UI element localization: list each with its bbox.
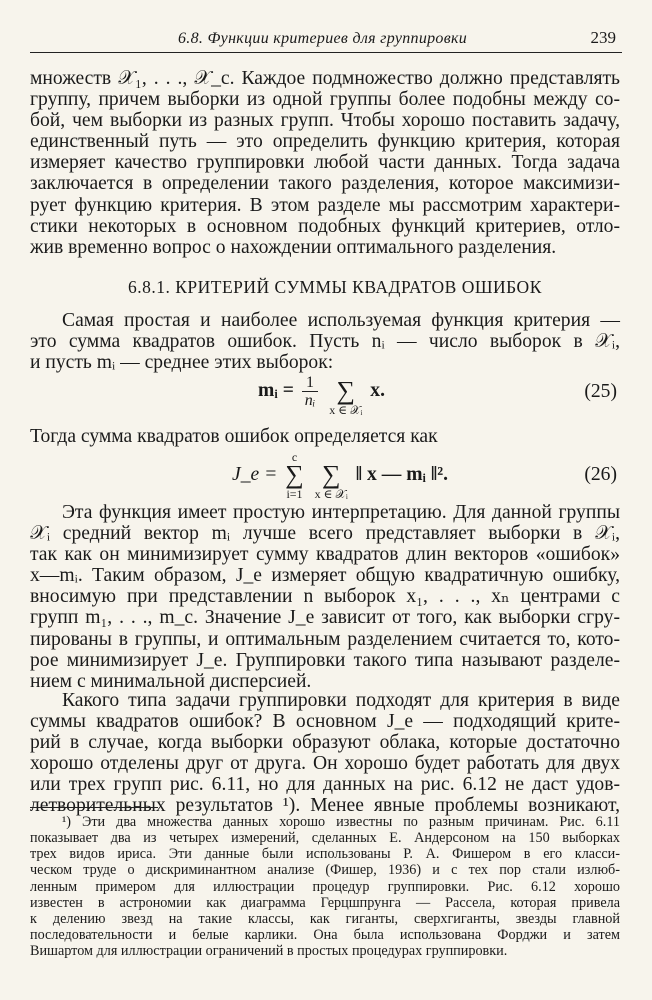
footnote-line: известен в астрономии как диаграмма Герцшпрунга — Рассела, которая привела xyxy=(30,894,620,911)
footnote-line: трех видов ириса. Эти данные были использованы Р. А. Фишером в его класси- xyxy=(30,846,620,863)
footnote-line: ленным примером для иллюстрации процедур группировки. Рис. 6.12 хорошо xyxy=(30,878,620,895)
footnote-rule xyxy=(30,807,158,808)
eq26-body: ‖ x — mᵢ ‖². xyxy=(355,464,449,485)
footnote-line: ¹) Эти два множества данных хорошо известны по разным причинам. Рис. 6.11 xyxy=(62,814,620,830)
footnote-line: Вишартом для иллюстрации ограничений в простых процедурах группировки. xyxy=(30,943,508,960)
text-line: нием с минимальной дисперсией. xyxy=(30,670,312,692)
paragraph-suitability xyxy=(30,690,620,817)
footnote-line: ческом труде о дискриминантном анализе (Фишер, 1936) и с тех пор стали излюб- xyxy=(30,862,620,879)
eq26-sum1-top: c xyxy=(291,450,298,464)
text-line: и пусть mᵢ — среднее этих выборок: xyxy=(30,352,334,374)
eq26-sum1-bot: i=1 xyxy=(286,487,303,501)
text-line: жив временно вопрос о нахождении оптимального разделения. xyxy=(30,236,557,258)
text-line: Какого типа задачи группировки подходят для критерия в виде xyxy=(62,690,620,711)
footnote-line: к делению звезд на такие классы, как гиганты, сверхгиганты, звезды главной xyxy=(30,910,620,927)
page-number: 239 xyxy=(590,28,616,47)
paragraph-sum-intro xyxy=(30,426,620,447)
equation-number-25: (25) xyxy=(584,381,617,402)
text-line: 𝒳ᵢ средний вектор mᵢ лучше всего представляет выборки в 𝒳ᵢ, xyxy=(30,523,620,545)
text-line: стики некоторых в основном подобных функций критериев, отло- xyxy=(30,215,620,237)
text-line: бой, чем выборки из разных групп. Чтобы хорошо поставить задачу, xyxy=(30,110,620,132)
text-line: вносимую при представлении n выборок x₁, . . ., xₙ центрами c xyxy=(30,586,620,608)
eq25-sum-sub: x ∈ 𝒳ᵢ xyxy=(329,403,363,417)
text-line: единственный путь — это определить функцию критерия, которая xyxy=(30,131,620,153)
text-line: рует функцию критерия. В этом разделе мы рассмотрим характери- xyxy=(30,194,620,216)
footnote-line: показывает два из четырех измерений, сделанных Е. Андерсоном на 150 выборках xyxy=(30,830,620,847)
text-line: заключается в определении такого разделения, которое максимизи- xyxy=(30,173,620,195)
text-line: рий в случае, когда выборки образуют облака, которые достаточно xyxy=(30,732,620,754)
text-line: x—mᵢ. Таким образом, J_e измеряет общую квадратичную ошибку, xyxy=(30,565,620,587)
equation-26 xyxy=(232,450,448,501)
running-head: 6.8. Функции критериев для группировки xyxy=(178,30,468,47)
text-line: группу, причем выборки из одной группы более подобны между со- xyxy=(30,89,620,111)
paragraph-intro xyxy=(30,68,620,258)
eq25-fraction xyxy=(302,374,319,409)
eq26-lhs: J_e = xyxy=(232,464,278,485)
text-line: Тогда сумма квадратов ошибок определяется как xyxy=(30,426,438,447)
text-line: групп m₁, . . ., m_c. Значение J_e зависит от того, как выборки сгру- xyxy=(30,607,620,629)
text-line: множеств 𝒳₁, . . ., 𝒳_c. Каждое подмножество должно представлять xyxy=(30,68,620,89)
text-line: Эта функция имеет простую интерпретацию. Для данной группы xyxy=(62,502,620,523)
section-title: 6.8.1. КРИТЕРИЙ СУММЫ КВАДРАТОВ ОШИБОК xyxy=(128,277,542,297)
text-line: это сумма квадратов ошибок. Пусть nᵢ — число выборок в 𝒳ᵢ, xyxy=(30,331,620,353)
sigma-icon: ∑ xyxy=(321,460,341,489)
text-line: рое минимизирует J_e. Группировки такого типа называют разделе- xyxy=(30,649,620,671)
text-line: или трех групп рис. 6.11, но для данных на рис. 6.12 не даст удов- xyxy=(30,774,620,796)
page-header xyxy=(30,26,622,53)
sigma-icon: ∑ xyxy=(285,460,304,489)
eq26-sum-outer xyxy=(285,450,304,501)
equation-25 xyxy=(258,366,385,417)
eq25-frac-num: 1 xyxy=(302,374,319,392)
footnote xyxy=(30,814,620,959)
text-line: хорошо отделены друг от друга. Он хорошо будет работать для двух xyxy=(30,753,620,775)
eq25-frac-den: nᵢ xyxy=(304,392,316,409)
footnote-line: последовательности и белые карлики. Она была использована Форджи и затем xyxy=(30,927,620,944)
eq26-sum-inner xyxy=(315,450,348,501)
text-line: Самая простая и наиболее используемая функция критерия — xyxy=(62,310,620,331)
eq26-sum2-bot: x ∈ 𝒳ᵢ xyxy=(314,487,348,501)
eq25-body: x. xyxy=(370,380,385,401)
text-line: измеряет качество группировки любой части данных. Тогда задача xyxy=(30,152,620,174)
eq25-sum xyxy=(329,366,362,417)
paragraph-definition xyxy=(30,310,620,373)
text-line: летворительных результатов ¹). Менее явные проблемы возникают, xyxy=(30,795,620,817)
sigma-icon: ∑ xyxy=(336,376,356,405)
equation-number-26: (26) xyxy=(584,464,617,485)
text-line: пированы в группы, и оптимальным разделением считается то, кото- xyxy=(30,628,620,650)
eq25-lhs: mᵢ = xyxy=(258,380,294,401)
paragraph-interpretation xyxy=(30,502,620,692)
text-line: так как он минимизирует сумму квадратов длин векторов «ошибок» xyxy=(30,544,620,566)
text-line: суммы квадратов ошибок? В основном J_e — подходящий крите- xyxy=(30,711,620,733)
